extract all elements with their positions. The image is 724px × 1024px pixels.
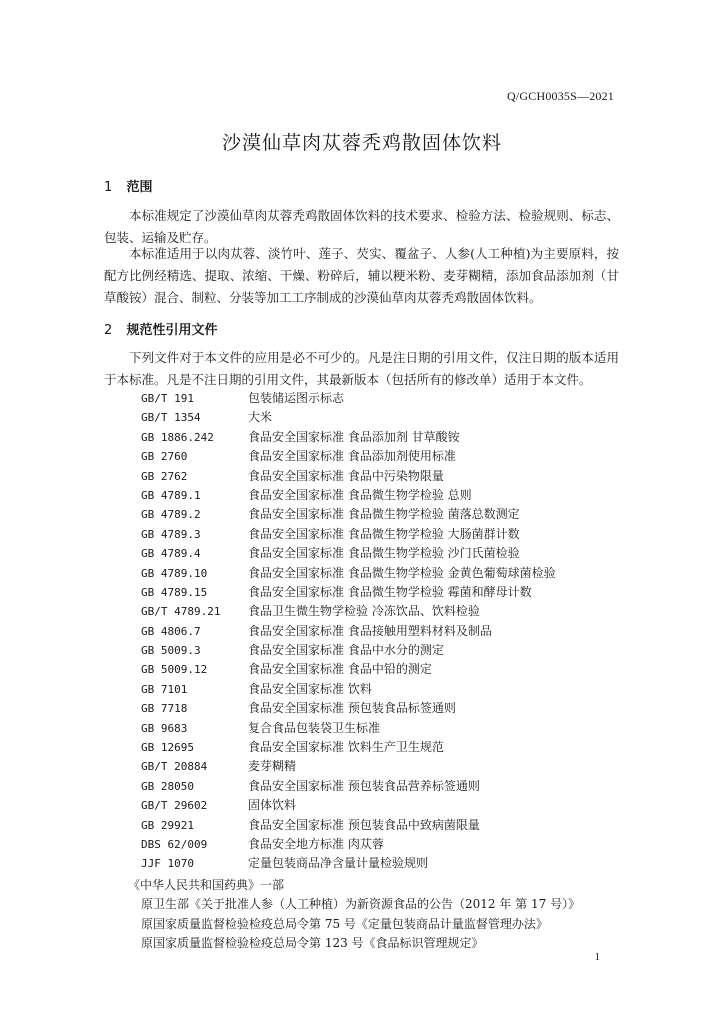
reference-code: GB 4789.1 [141,488,201,502]
other-reference-item: 原卫生部《关于批准人参（人工种植）为新资源食品的公告（2012 年 第 17 号）》 [141,897,581,912]
reference-code: GB 4789.3 [141,527,201,541]
reference-row [141,602,556,621]
document-code: Q/GCH0035S—2021 [506,89,614,103]
reference-row [141,389,556,408]
reference-title: 固体饮料 [248,798,297,813]
reference-title: 食品安全国家标准 食品微生物学检验 菌落总数测定 [248,507,520,522]
section-2-intro: 下列文件对于本文件的应用是必不可少的。凡是注日期的引用文件，仅注日期的版本适用于本标准。凡是不注日期的引用文件，其最新版本（包括所有的修改单）适用于本文件。 [104,350,619,387]
reference-code: GB 2760 [141,450,188,464]
reference-title: 食品安全国家标准 食品微生物学检验 霉菌和酵母计数 [248,584,532,599]
reference-code: GB 1886.242 [141,430,214,444]
section-1-number: 1 [104,180,113,195]
section-2-title: 规范性引用文件 [126,323,218,338]
reference-title: 食品卫生微生物学检验 冷冻饮品、饮料检验 [248,604,480,619]
reference-row [141,738,556,757]
reference-row [141,796,556,815]
reference-code: GB 4806.7 [141,624,201,638]
reference-title: 食品安全国家标准 预包装食品标签通则 [248,701,456,716]
section-1-paragraph-2: 本标准适用于以肉苁蓉、淡竹叶、莲子、芡实、覆盆子、人参(人工种植)为主要原料，按配方比例经精选、提取、浓缩、干燥、粉碎后，辅以粳米粉、麦芽糊精，添加食品添加剂（甘草酸铵）混合、制粒、分装等加工工序制成的沙漠仙草肉苁蓉秃鸡散固体饮料。 [104,246,619,305]
reference-title: 食品安全国家标准 饮料生产卫生规范 [248,740,444,755]
reference-code: JJF 1070 [141,857,194,871]
reference-title: 食品安全国家标准 食品中水分的测定 [248,643,444,658]
reference-row [141,408,556,427]
reference-row [141,641,556,660]
reference-code: GB 5009.3 [141,644,201,658]
reference-title: 食品安全国家标准 食品微生物学检验 大肠菌群计数 [248,526,520,541]
reference-title: 食品安全国家标准 食品微生物学检验 总则 [248,487,472,502]
reference-row [141,699,556,718]
reference-title: 食品安全国家标准 食品微生物学检验 沙门氏菌检验 [248,546,520,561]
reference-row [141,486,556,505]
reference-title: 大米 [248,410,273,425]
reference-code: GB/T 29602 [141,799,208,813]
reference-code: GB 4789.10 [141,566,208,580]
reference-row [141,719,556,738]
reference-code: GB/T 20884 [141,760,208,774]
other-reference-item: 《中华人民共和国药典》一部 [128,878,285,892]
reference-row [141,467,556,486]
reference-row [141,544,556,563]
reference-title: 食品安全国家标准 食品中污染物限量 [248,468,444,483]
reference-row [141,428,556,447]
reference-title: 食品安全国家标准 预包装食品营养标签通则 [248,778,480,793]
reference-code: GB 5009.12 [141,663,208,677]
reference-title: 麦芽糊精 [248,759,297,774]
reference-title: 复合食品包装袋卫生标准 [248,720,381,735]
other-reference-item: 原国家质量监督检验检疫总局令第 123 号《食品标识管理规定》 [141,936,484,951]
reference-list [141,389,556,874]
reference-title: 食品安全国家标准 食品中铅的测定 [248,662,432,677]
reference-row [141,757,556,776]
page-number: 1 [594,951,600,963]
reference-code: GB/T 1354 [141,411,201,425]
reference-row [141,854,556,873]
reference-code: GB 29921 [141,818,194,832]
reference-title: 食品安全国家标准 预包装食品中致病菌限量 [248,817,480,832]
section-2-heading [104,319,218,338]
reference-code: GB 4789.4 [141,547,201,561]
reference-row [141,777,556,796]
section-1-title: 范围 [126,180,153,195]
reference-code: GB 2762 [141,469,188,483]
reference-code: GB/T 4789.21 [141,605,221,619]
reference-row [141,835,556,854]
reference-code: GB 28050 [141,779,194,793]
reference-title: 食品安全国家标准 食品添加剂使用标准 [248,449,456,464]
reference-row [141,583,556,602]
reference-row [141,564,556,583]
reference-code: GB 4789.2 [141,508,201,522]
reference-code: GB/T 191 [141,392,194,405]
reference-code: GB 7718 [141,702,188,716]
reference-row [141,816,556,835]
reference-code: GB 4789.15 [141,585,208,599]
reference-row [141,622,556,641]
section-2-number: 2 [104,323,113,338]
reference-title: 食品安全国家标准 食品添加剂 甘草酸铵 [248,429,460,444]
other-reference-list [128,876,580,954]
reference-title: 定量包装商品净含量计量检验规则 [248,856,429,871]
reference-title: 食品安全国家标准 食品接触用塑料材料及制品 [248,623,492,638]
reference-title: 食品安全国家标准 食品微生物学检验 金黄色葡萄球菌检验 [248,565,556,580]
reference-code: GB 7101 [141,682,188,696]
other-reference-item: 原国家质量监督检验检疫总局令第 75 号《定量包装商品计量监督管理办法》 [141,916,548,931]
reference-row [141,505,556,524]
document-title: 沙漠仙草肉苁蓉秃鸡散固体饮料 [221,132,502,154]
reference-row [141,660,556,679]
reference-title: 包装储运图示标志 [248,391,345,405]
reference-code: GB 9683 [141,721,188,735]
reference-title: 食品安全国家标准 饮料 [248,681,372,696]
reference-row [141,447,556,466]
reference-row [141,680,556,699]
reference-code: DBS 62/009 [141,837,208,851]
reference-row [141,525,556,544]
reference-code: GB 12695 [141,741,194,755]
section-1-heading [104,176,153,195]
reference-title: 食品安全地方标准 肉苁蓉 [248,836,384,851]
section-1-paragraph-1: 本标准规定了沙漠仙草肉苁蓉秃鸡散固体饮料的技术要求、检验方法、检验规则、标志、包装、运输及贮存。 [104,208,619,245]
